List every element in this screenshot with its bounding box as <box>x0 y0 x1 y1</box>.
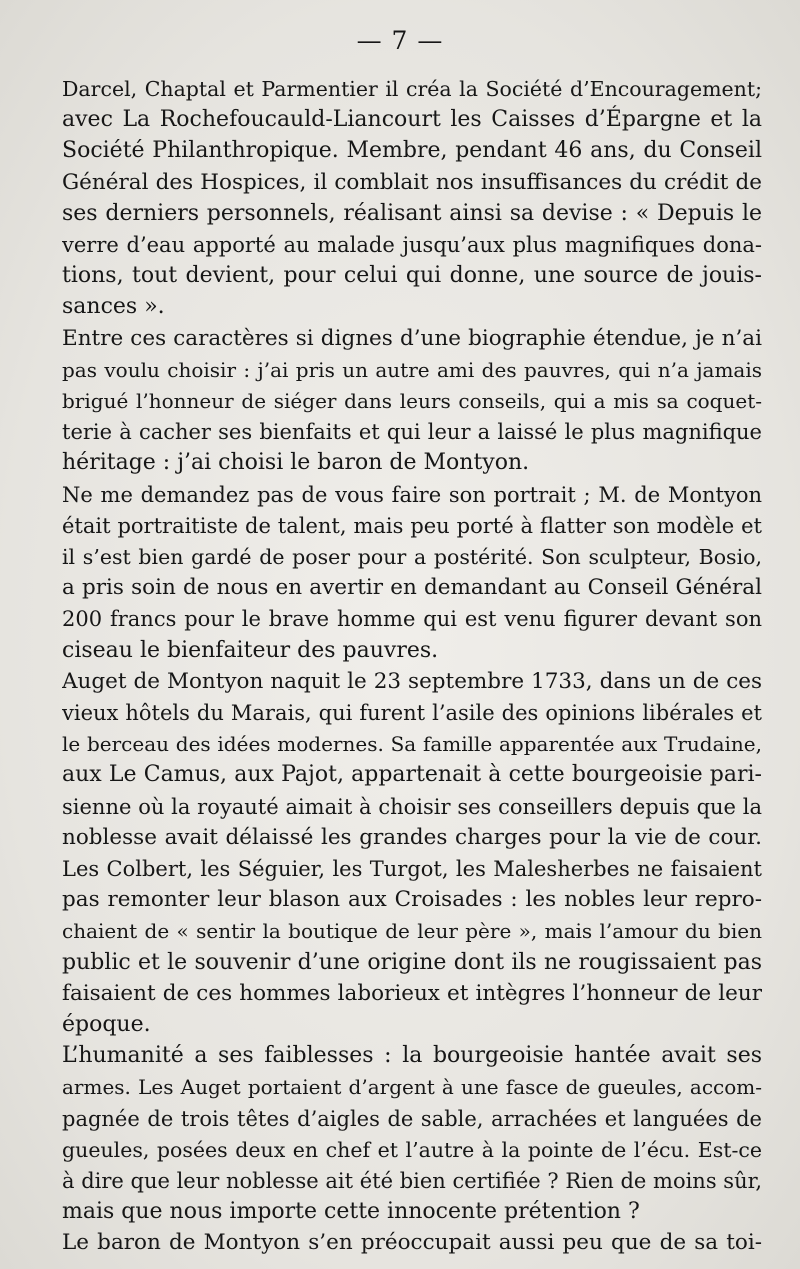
text-line: pas voulu choisir : j’ai pris un autre ami des pauvres, qui n’a jamais <box>62 357 762 382</box>
page-number: — 7 — <box>356 26 444 55</box>
text-line: héritage : j’ai choisi le baron de Montyon. <box>62 450 530 476</box>
text-line: faisaient de ces hommes laborieux et intègres l’honneur de leur <box>62 980 762 1006</box>
text-line: sances ». <box>62 294 165 320</box>
text-line: était portraitiste de talent, mais peu porté à flatter son modèle et <box>62 513 762 538</box>
text-line: sienne où la royauté aimait à choisir ses conseillers depuis que la <box>62 794 762 819</box>
text-line: avec La Rochefoucauld-Liancourt les Caisses d’Épargne et la <box>62 107 762 133</box>
text-line: il s’est bien gardé de poser pour a postérité. Son sculpteur, Bosio, <box>62 545 762 569</box>
text-line: gueules, posées deux en chef et l’autre à la pointe de l’écu. Est-ce <box>62 1137 762 1162</box>
text-line: terie à cacher ses bienfaits et qui leur a laissé le plus magnifique <box>62 420 762 445</box>
text-line: pas remonter leur blason aux Croisades : les nobles leur repro- <box>62 887 762 913</box>
text-line: brigué l’honneur de siéger dans leurs conseils, qui a mis sa coquet- <box>62 389 762 413</box>
text-line: époque. <box>62 1012 151 1037</box>
text-line: pagnée de trois têtes d’aigles de sable, arrachées et languées de <box>62 1106 762 1131</box>
text-line: le berceau des idées modernes. Sa famille apparentée aux Trudaine, <box>62 732 762 757</box>
text-line: Entre ces caractères si dignes d’une biographie étendue, je n’ai <box>62 325 762 351</box>
text-line: 200 francs pour le brave homme qui est venu figurer devant son <box>62 607 762 632</box>
text-line: L’humanité a ses faiblesses : la bourgeoisie hantée avait ses <box>62 1043 762 1069</box>
text-line: Le baron de Montyon s’en préoccupait aussi peu que de sa toi- <box>62 1230 762 1256</box>
text-line: mais que nous importe cette innocente prétention ? <box>62 1199 640 1225</box>
text-line: Général des Hospices, il comblait nos insuffisances du crédit de <box>62 169 762 195</box>
text-line: Darcel, Chaptal et Parmentier il créa la Société d’Encouragement; <box>62 77 762 101</box>
text-line: Les Colbert, les Séguier, les Turgot, les Malesherbes ne faisaient <box>62 857 762 881</box>
text-line: armes. Les Auget portaient d’argent à une fasce de gueules, accom- <box>62 1075 762 1100</box>
text-line: à dire que leur noblesse ait été bien certifiée ? Rien de moins sûr, <box>62 1169 762 1193</box>
text-line: Auget de Montyon naquit le 23 septembre 1733, dans un de ces <box>62 668 762 694</box>
text-line: verre d’eau apporté au malade jusqu’aux plus magnifiques dona- <box>62 233 762 257</box>
text-line: noblesse avait délaissé les grandes charges pour la vie de cour. <box>62 824 762 850</box>
text-line: aux Le Camus, aux Pajot, appartenait à cette bourgeoisie pari- <box>62 762 762 788</box>
text-line: Société Philanthropique. Membre, pendant 46 ans, du Conseil <box>62 138 762 164</box>
text-line: public et le souvenir d’une origine dont ils ne rougissaient pas <box>62 949 762 975</box>
text-line: ses derniers personnels, réalisant ainsi sa devise : « Depuis le <box>62 200 762 226</box>
text-line: a pris soin de nous en avertir en demandant au Conseil Général <box>62 575 762 601</box>
text-line: tions, tout devient, pour celui qui donne, une source de jouis- <box>62 263 762 289</box>
text-line: Ne me demandez pas de vous faire son portrait ; M. de Montyon <box>62 482 762 507</box>
text-line: chaient de « sentir la boutique de leur père », mais l’amour du bien <box>62 919 762 944</box>
text-line: vieux hôtels du Marais, qui furent l’asile des opinions libérales et <box>62 701 762 725</box>
text-line: ciseau le bienfaiteur des pauvres. <box>62 637 439 663</box>
